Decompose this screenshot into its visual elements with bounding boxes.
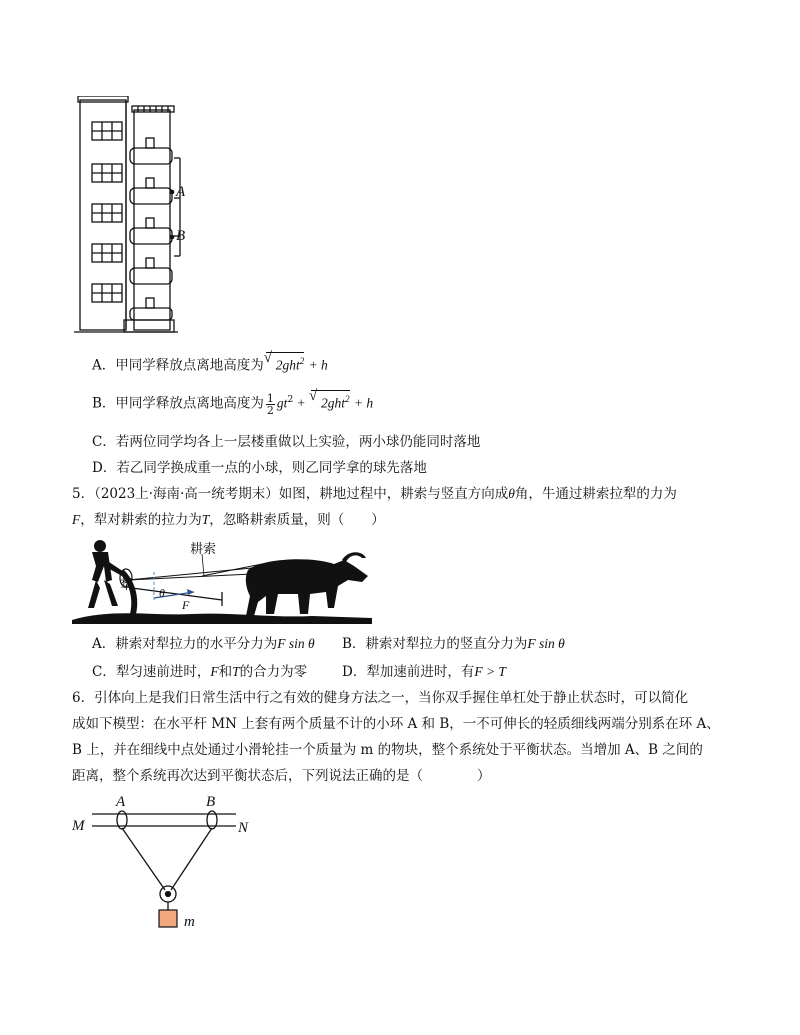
q4-option-d[interactable]: D．若乙同学换成重一点的小球，则乙同学拿的球先落地 xyxy=(92,460,427,476)
pullup-model-figure xyxy=(70,790,260,940)
q5-option-c[interactable]: C．犁匀速前进时，F和T的合力为零 xyxy=(92,664,308,680)
q4-option-c[interactable]: C．若两位同学均各上一层楼重做以上实验，两小球仍能同时落地 xyxy=(92,434,481,450)
sqrt-formula: √ 2ght$^2$ xyxy=(311,390,350,412)
q6-stem-line3: B 上，并在细线中点处通过小滑轮挂一个质量为 m 的物块，整个系统处于平衡状态。当增加 A、B 之间的 xyxy=(72,742,703,758)
q5-option-b[interactable]: B．耕索对犁拉力的竖直分力为F sin θ xyxy=(342,636,565,652)
point-a-label: A xyxy=(176,184,186,200)
sqrt-formula: √ 2ght$^2$ xyxy=(266,352,305,374)
q5-option-a[interactable]: A．耕索对犁拉力的水平分力为F sin θ xyxy=(92,636,315,652)
rod-end-n-label: N xyxy=(238,820,249,836)
q6-stem-line1: 6．引体向上是我们日常生活中行之有效的健身方法之一，当你双手握住单杠处于静止状态时，可以简化 xyxy=(72,690,689,706)
q5-option-d[interactable]: D．犁加速前进时，有F > T xyxy=(342,664,506,680)
q5-stem-line2: F，犁对耕索的拉力为T，忽略耕索质量，则（ ） xyxy=(72,512,385,528)
q4-option-b[interactable]: B．甲同学释放点离地高度为 $\frac{1}{2}$ $gt^2$ + √ 2ght$^2$ + h xyxy=(92,390,373,416)
ring-b-label: B xyxy=(206,794,216,810)
plowing-figure xyxy=(72,536,372,626)
fraction: $\frac{1}{2}$ xyxy=(266,391,274,417)
q4-option-a[interactable]: A．甲同学释放点离地高度为√ 2ght$^2$ + h xyxy=(92,352,328,376)
rod-end-m-label: M xyxy=(72,818,85,834)
q6-stem-line2: 成如下模型：在水平杆 MN 上套有两个质量不计的小环 A 和 B，一不可伸长的轻质细线两端分别系在环 A、 xyxy=(72,716,720,732)
force-f-label: F xyxy=(182,598,190,612)
theta-label: θ xyxy=(159,586,165,600)
building-figure xyxy=(74,96,204,336)
plow-label: 犁 xyxy=(120,578,134,593)
mass-label: m xyxy=(184,914,195,930)
q6-stem-line4: 距离，整个系统再次达到平衡状态后，下列说法正确的是（ ） xyxy=(72,768,491,784)
rope-label: 耕索 xyxy=(190,542,217,557)
point-b-label: B xyxy=(176,228,186,244)
q5-stem-line1: 5．（2023上·海南·高一统考期末）如图，耕地过程中，耕索与竖直方向成θ角，牛通过耕索拉犁的力为 xyxy=(72,486,677,502)
ring-a-label: A xyxy=(116,794,126,810)
